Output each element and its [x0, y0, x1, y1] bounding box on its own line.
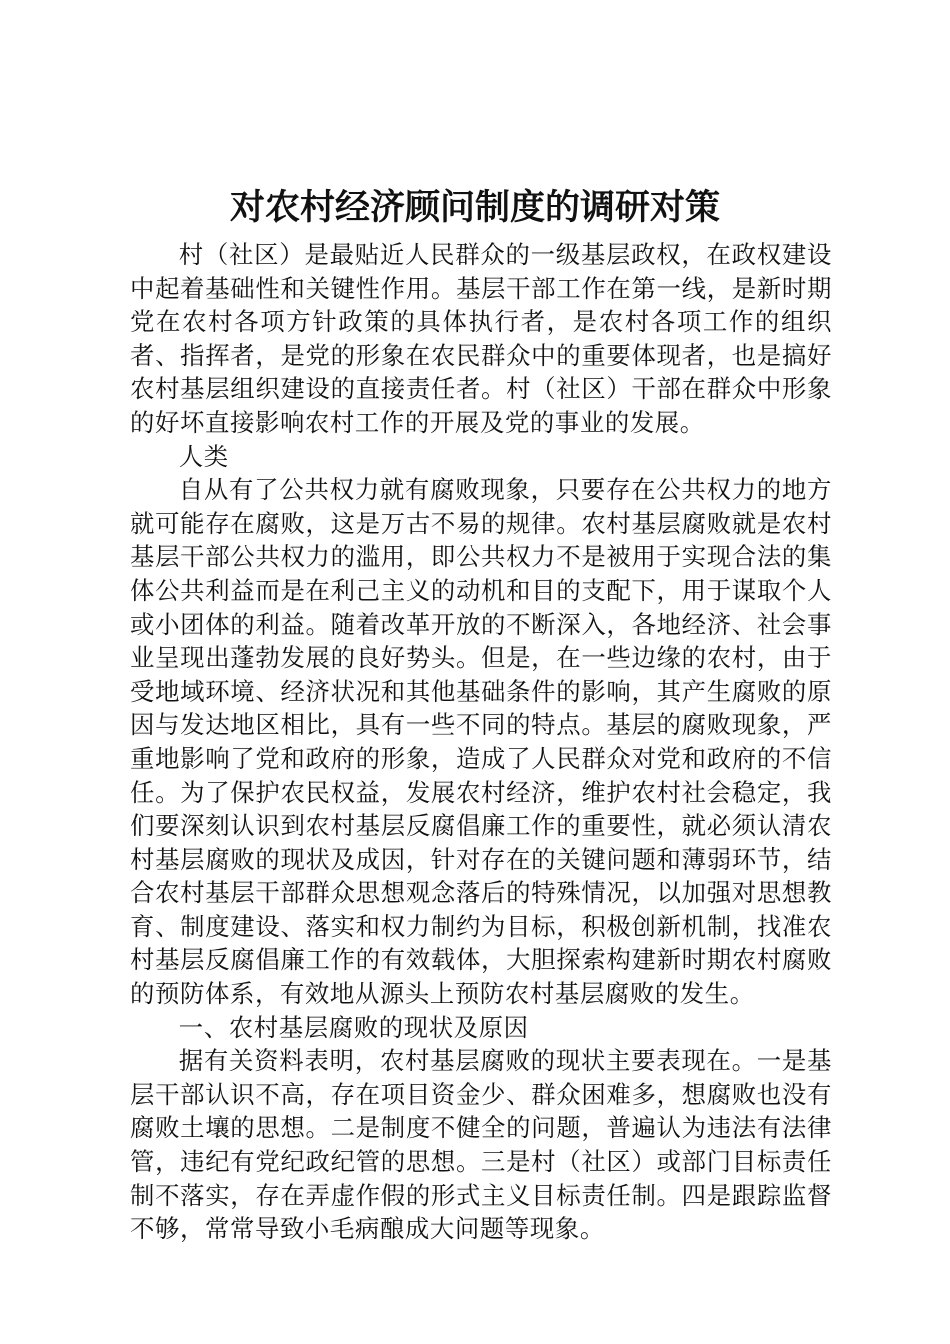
paragraph-current-status: 据有关资料表明，农村基层腐败的现状主要表现在。一是基层干部认识不高，存在项目资金少、群众困难多，想腐败也没有腐败土壤的思想。二是制度不健全的问题，普遍认为违法有法律管，违纪有党纪政纪管的思想。三是村（社区）或部门目标责任制不落实，存在弄虚作假的形式主义目标责任制。四是跟踪监督不够，常常导致小毛病酿成大问题等现象。: [130, 1046, 832, 1244]
paragraph-fragment: 人类: [178, 441, 229, 471]
document-body: [130, 238, 832, 1246]
paragraph-intro: 村（社区）是最贴近人民群众的一级基层政权，在政权建设中起着基础性和关键性作用。基层干部工作在第一线，是新时期党在农村各项方针政策的具体执行者，是农村各项工作的组织者、指挥者，是党的形象在农民群众中的重要体现者，也是搞好农村基层组织建设的直接责任者。村（社区）干部在群众中形象的好坏直接影响农村工作的开展及党的事业的发展。: [130, 240, 832, 437]
paragraph-corruption-overview: 自从有了公共权力就有腐败现象，只要存在公共权力的地方就可能存在腐败，这是万古不易的规律。农村基层腐败就是农村基层干部公共权力的滥用，即公共权力不是被用于实现合法的集体公共利益而是在利己主义的动机和目的支配下，用于谋取个人或小团体的利益。随着改革开放的不断深入，各地经济、社会事业呈现出蓬勃发展的良好势头。但是，在一些边缘的农村，由于受地域环境、经济状况和其他基础条件的影响，其产生腐败的原因与发达地区相比，具有一些不同的特点。基层的腐败现象，严重地影响了党和政府的形象，造成了人民群众对党和政府的不信任。为了保护农民权益，发展农村经济，维护农村社会稳定，我们要深刻认识到农村基层反腐倡廉工作的重要性，就必须认清农村基层腐败的现状及成因，针对存在的关键问题和薄弱环节，结合农村基层干部群众思想观念落后的特殊情况，以加强对思想教育、制度建设、落实和权力制约为目标，积极创新机制，找准农村基层反腐倡廉工作的有效载体，大胆探索构建新时期农村腐败的预防体系，有效地从源头上预防农村基层腐败的发生。: [130, 475, 832, 1009]
document-title: 对农村经济顾问制度的调研对策: [229, 187, 720, 228]
section-heading-1: 一、农村基层腐败的现状及原因: [178, 1012, 529, 1042]
